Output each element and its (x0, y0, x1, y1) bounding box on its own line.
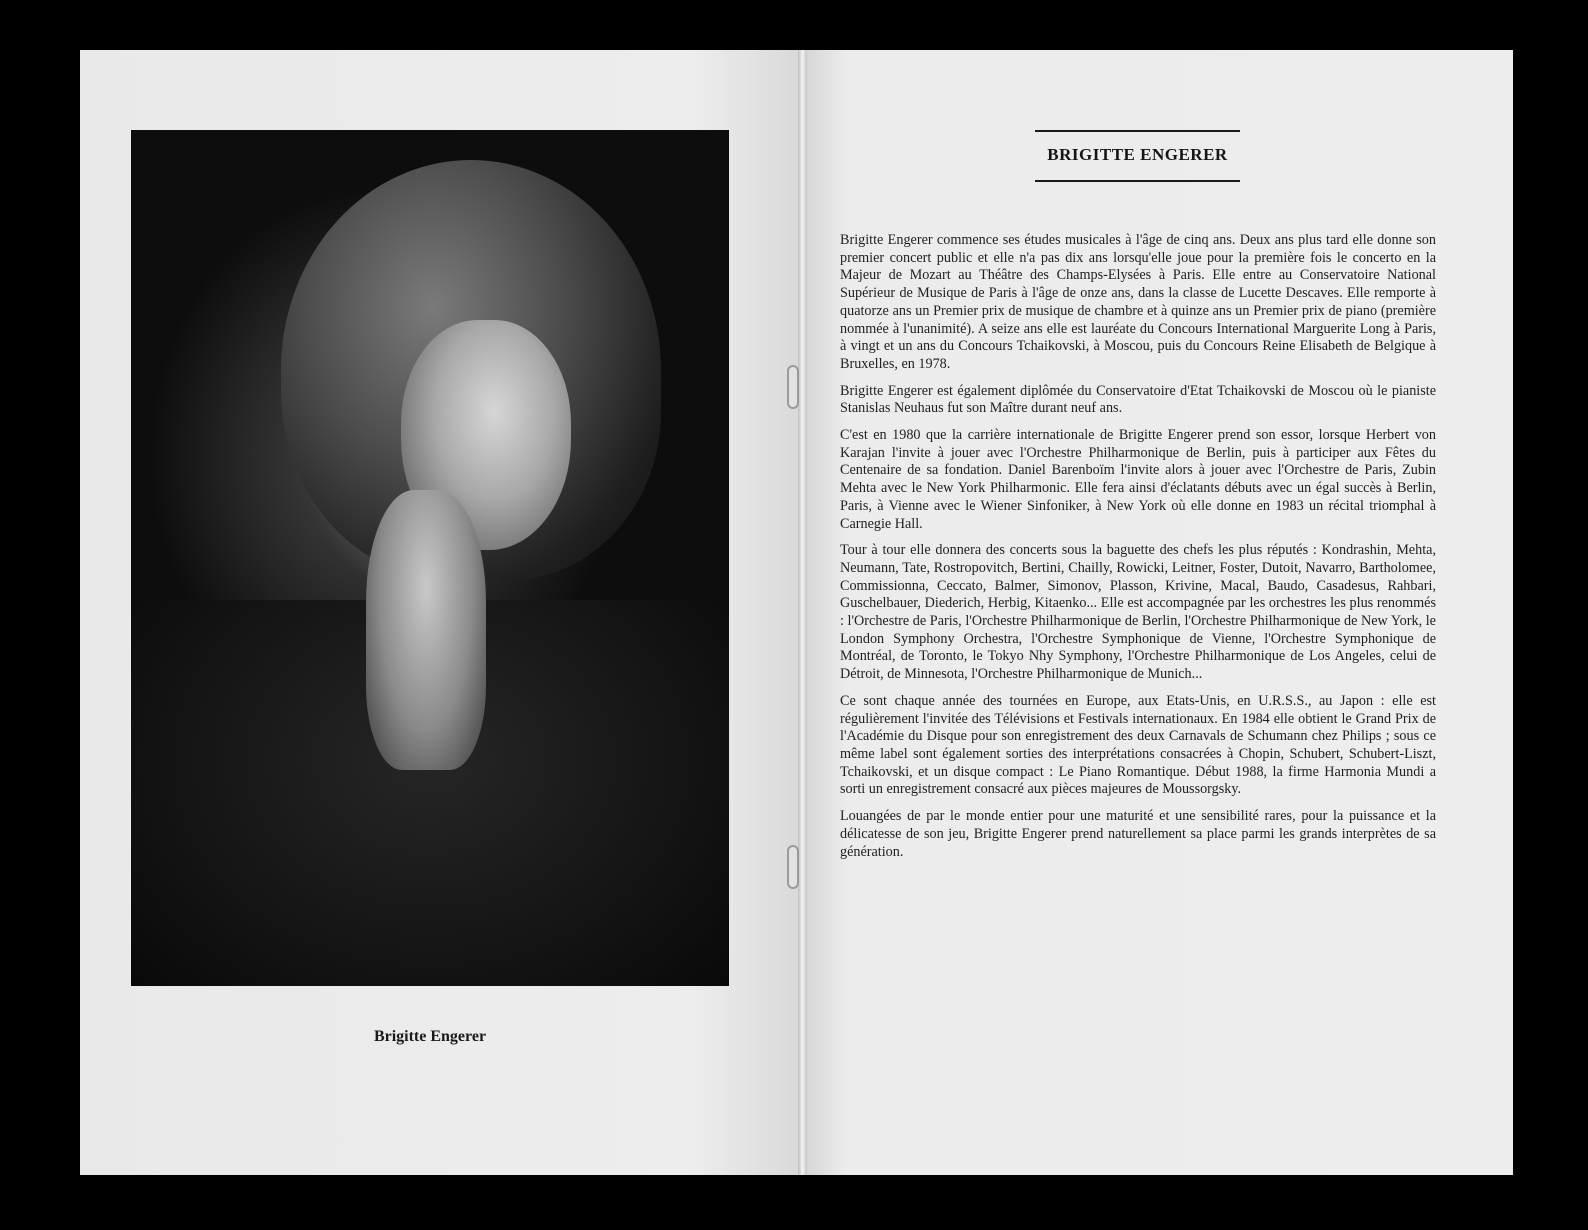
biography-paragraph: Brigitte Engerer commence ses études musicales à l'âge de cinq ans. Deux ans plus tard elle donne son premier concert public et elle n'a pas dix ans lorsqu'elle joue pour la première fois le concerto en la Majeur de Mozart au Théâtre des Champs-Elysées à Paris. Elle entre au Conservatoire National Supérieur de Musique de Paris à l'âge de onze ans, dans la classe de Lucette Descaves. Elle remporte à quatorze ans un Premier prix de musique de chambre et à quinze ans un Premier prix de piano (première nommée à l'unanimité). A seize ans elle est lauréate du Concours International Marguerite Long à Paris, à vingt et un ans du Concours Tchaikovski, à Moscou, puis du Concours Reine Elisabeth de Belgique à Bruxelles, en 1978. (840, 232, 1436, 372)
page-heading: BRIGITTE ENGERER (1047, 145, 1228, 164)
booklet-gutter (798, 50, 807, 1175)
photo-caption: Brigitte Engerer (373, 1028, 487, 1045)
biography-text (840, 232, 1436, 870)
biography-paragraph: Louangées de par le monde entier pour une maturité et une sensibilité rares, pour la puissance et la délicatesse de son jeu, Brigitte Engerer prend naturellement sa place parmi les grands interprètes de sa génération. (840, 808, 1436, 860)
portrait-photo (131, 130, 729, 986)
staple-bottom (787, 845, 799, 889)
heading-rule (1035, 130, 1240, 182)
biography-paragraph: C'est en 1980 que la carrière internationale de Brigitte Engerer prend son essor, lorsque Herbert von Karajan l'invite à jouer avec l'Orchestre Philharmonique de Berlin, puis à participer aux Fêtes du Centenaire de sa fondation. Daniel Barenboïm l'invite alors à jouer avec l'Orchestre de Paris, Zubin Mehta avec le New York Philharmonic. Elle fera ainsi d'éclatants débuts avec un égal succès à Berlin, Paris, à Vienne avec le Wiener Sinfoniker, à New York où elle donne en 1983 un récital triomphal à Carnegie Hall. (840, 427, 1436, 532)
biography-paragraph: Tour à tour elle donnera des concerts sous la baguette des chefs les plus réputés : Kondrashin, Mehta, Neumann, Tate, Rostropovitch, Bertini, Chailly, Rowicki, Leitner, Foster, Dutoit, Navarro, Bartholomee, Commissionna, Ceccato, Balmer, Simonov, Plasson, Krivine, Macal, Baudo, Casadesus, Rahbari, Guschelbauer, Diederich, Herbig, Kitaenko... Elle est accompagnée par les orchestres les plus renommés : l'Orchestre de Paris, l'Orchestre Philharmonique de Berlin, l'Orchestre Philharmonique de New York, le London Symphony Orchestra, l'Orchestre Symphonique de Vienne, l'Orchestre Symphonique de Montréal, de Toronto, le Tokyo Nhy Symphony, l'Orchestre Philharmonique de Los Angeles, celui de Détroit, de Minnesota, l'Orchestre Philharmonique de Munich... (840, 542, 1436, 683)
photo-hand (366, 490, 486, 770)
biography-paragraph: Brigitte Engerer est également diplômée du Conservatoire d'Etat Tchaikovski de Moscou où le pianiste Stanislas Neuhaus fut son Maître durant neuf ans. (840, 382, 1436, 417)
biography-paragraph: Ce sont chaque année des tournées en Europe, aux Etats-Unis, en U.R.S.S., au Japon : elle est régulièrement l'invitée des Télévisions et Festivals internationaux. En 1984 elle obtient le Grand Prix de l'Académie du Disque pour son enregistrement des deux Carnavals de Schumann chez Philips ; sous ce même label sont également sorties des interprétations consacrées à Chopin, Schubert, Schubert-Liszt, Tchaikovski, et un disque compact : Le Piano Romantique. Début 1988, la firme Harmonia Mundi a sorti un enregistrement consacré aux pièces majeures de Moussorgsky. (840, 692, 1436, 798)
staple-top (787, 365, 799, 409)
